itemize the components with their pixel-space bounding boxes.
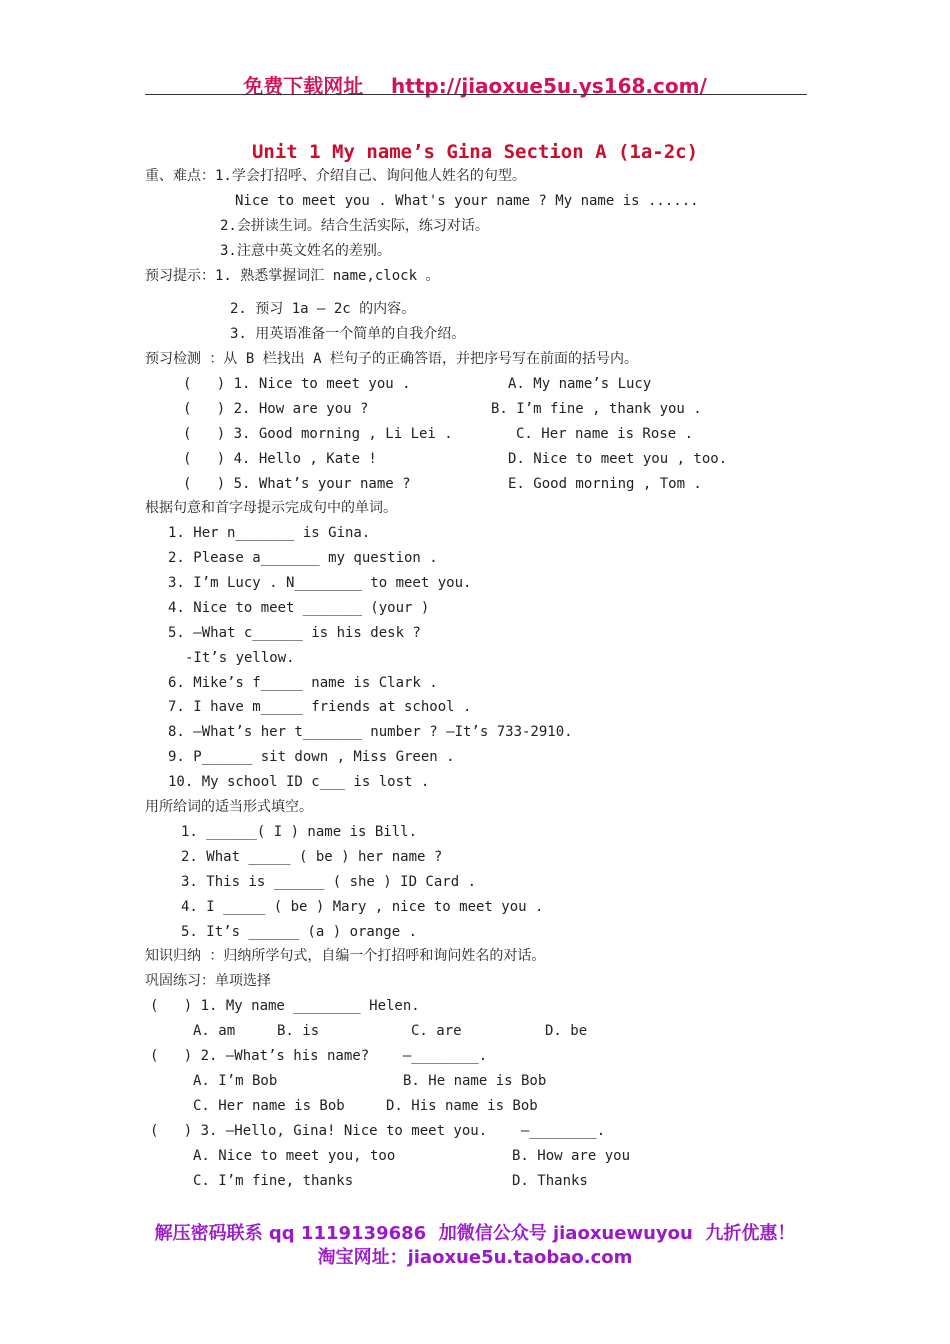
match-question: ( ) 5. What’s your name ?: [183, 476, 411, 492]
section-heading: 知识归纳 ：归纳所学句式，自编一个打招呼和询问姓名的对话。: [145, 948, 546, 964]
preview-tip-line: 3. 用英语准备一个简单的自我介绍。: [230, 326, 466, 342]
preview-tip-line: 2. 预习 1a — 2c 的内容。: [230, 301, 416, 317]
key-points-line: 2.会拼读生词。结合生活实际，练习对话。: [220, 218, 489, 234]
form-item: 1. ______( I ) name is Bill.: [181, 824, 418, 840]
choice-option: A. I’m Bob: [193, 1073, 278, 1089]
section-heading: 巩固练习：单项选择: [145, 973, 271, 989]
footer-contact: 解压密码联系 qq 1119139686 加微信公众号 jiaoxuewuyou 九折优惠！: [154, 1223, 796, 1244]
form-item: 2. What _____ ( be ) her name ?: [181, 849, 443, 865]
key-points-line: 3.注意中英文姓名的差别。: [220, 243, 391, 259]
key-points-line: Nice to meet you . What's your name ? My name is ......: [235, 193, 699, 209]
fill-item: -It’s yellow.: [185, 650, 295, 666]
fill-item: 10. My school ID c___ is lost .: [168, 774, 430, 790]
form-item: 5. It’s ______ (a ) orange .: [181, 924, 418, 940]
choice-question: ( ) 2. —What’s his name? —________.: [150, 1048, 488, 1064]
choice-option: D. Thanks: [512, 1173, 588, 1189]
match-answer: B. I’m fine , thank you .: [491, 401, 702, 417]
match-answer: D. Nice to meet you , too.: [508, 451, 728, 467]
preview-tip-line: 预习提示：1. 熟悉掌握词汇 name,clock 。: [145, 268, 440, 284]
choice-question: ( ) 1. My name ________ Helen.: [150, 998, 420, 1014]
choice-option: A. am: [193, 1023, 236, 1039]
match-answer: E. Good morning , Tom .: [508, 476, 702, 492]
fill-item: 8. –What’s her t_______ number ? –It’s 733-2910.: [168, 724, 573, 740]
download-site-link[interactable]: 免费下载网址 http://jiaoxue5u.ys168.com/: [243, 74, 707, 98]
choice-question: ( ) 3. —Hello, Gina! Nice to meet you. —________.: [150, 1123, 606, 1139]
match-question: ( ) 1. Nice to meet you .: [183, 376, 411, 392]
fill-item: 6. Mike’s f_____ name is Clark .: [168, 675, 438, 691]
choice-option: A. Nice to meet you, too: [193, 1148, 396, 1164]
section-heading: 用所给词的适当形式填空。: [145, 799, 313, 815]
choice-option: B. How are you: [512, 1148, 631, 1164]
fill-item: 7. I have m_____ friends at school .: [168, 699, 472, 715]
fill-item: 1. Her n_______ is Gina.: [168, 525, 371, 541]
choice-option: C. Her name is Bob: [193, 1098, 345, 1114]
form-item: 3. This is ______ ( she ) ID Card .: [181, 874, 477, 890]
match-answer: C. Her name is Rose .: [516, 426, 694, 442]
footer-taobao-link[interactable]: 淘宝网址：jiaoxue5u.taobao.com: [317, 1247, 633, 1268]
choice-option: D. be: [545, 1023, 588, 1039]
fill-item: 3. I’m Lucy . N________ to meet you.: [168, 575, 472, 591]
fill-item: 4. Nice to meet _______ (your ): [168, 600, 430, 616]
fill-item: 5. –What c______ is his desk ?: [168, 625, 421, 641]
fill-item: 2. Please a_______ my question .: [168, 550, 438, 566]
fill-item: 9. P______ sit down , Miss Green .: [168, 749, 455, 765]
match-answer: A. My name’s Lucy: [508, 376, 652, 392]
choice-option: B. is: [277, 1023, 320, 1039]
match-question: ( ) 3. Good morning , Li Lei .: [183, 426, 453, 442]
key-points-line: 重、难点：1.学会打招呼、介绍自己、询问他人姓名的句型。: [145, 168, 526, 184]
section-heading: 预习检测 ：从 B 栏找出 A 栏句子的正确答语，并把序号写在前面的括号内。: [145, 351, 638, 367]
choice-option: C. are: [411, 1023, 462, 1039]
form-item: 4. I _____ ( be ) Mary , nice to meet you .: [181, 899, 544, 915]
match-question: ( ) 4. Hello , Kate !: [183, 451, 377, 467]
choice-option: B. He name is Bob: [403, 1073, 547, 1089]
match-question: ( ) 2. How are you ?: [183, 401, 369, 417]
page-title: Unit 1 My name’s Gina Section A (1a-2c): [251, 141, 699, 163]
section-heading: 根据句意和首字母提示完成句中的单词。: [145, 500, 397, 516]
header-divider: [145, 94, 807, 95]
choice-option: C. I’m fine, thanks: [193, 1173, 354, 1189]
choice-option: D. His name is Bob: [386, 1098, 538, 1114]
